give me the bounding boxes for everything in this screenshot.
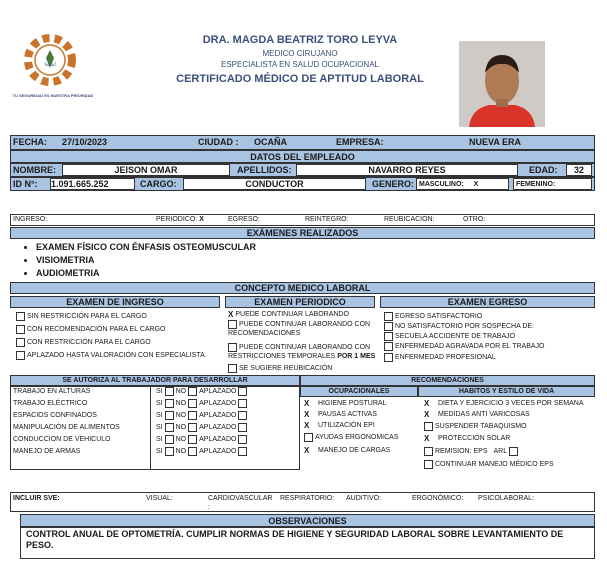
doctor-title: MEDICO CIRUJANO [262, 49, 338, 58]
periodico-option[interactable] [226, 320, 370, 329]
authorize-item-label: ESPACIOS CONFINADOS [13, 412, 97, 419]
authorize-si-label: SI [156, 448, 163, 455]
authorize-no-label: NO [175, 400, 187, 407]
option-label: APLAZADO HASTA VALORACIÓN CON ESPECIALISTA [27, 352, 205, 359]
checkbox[interactable] [228, 320, 237, 329]
masculino-label: MASCULINO: [419, 181, 464, 188]
tipo-egreso: EGRESO: [228, 216, 260, 223]
x-mark: X [304, 410, 310, 419]
ingreso-option[interactable] [14, 325, 165, 334]
exams-list [16, 241, 416, 280]
periodico-exam-title: EXAMEN PERIODICO [225, 296, 375, 308]
edad-value: 32 [566, 164, 592, 176]
periodico-option[interactable] [226, 364, 332, 373]
exam-item: • EXAMEN FÍSICO CON ÉNFASIS OSTEOMUSCULAR [36, 241, 416, 254]
authorize-si-label: SI [156, 436, 163, 443]
sve-label: INCLUIR SVE: [13, 495, 60, 502]
fecha-value: 27/10/2023 [62, 137, 108, 147]
authorize-si-checkbox[interactable] [165, 423, 174, 432]
authorize-no-checkbox[interactable] [188, 387, 197, 396]
checkbox[interactable] [384, 312, 393, 321]
authorize-options [156, 399, 249, 408]
doctor-specialty: ESPECIALISTA EN SALUD OCUPACIONAL [221, 60, 379, 69]
authorize-no-checkbox[interactable] [188, 447, 197, 456]
option-label: PAUSAS ACTIVAS [318, 411, 377, 418]
exams-title: EXÁMENES REALIZADOS [10, 227, 595, 239]
option-label: UTILIZACIÓN EPI [318, 422, 375, 429]
tipo-ingreso: INGRESO: [13, 216, 48, 223]
authorize-no-label: NO [175, 448, 187, 455]
periodico-option-cont [228, 353, 375, 360]
habito-item[interactable] [424, 410, 530, 419]
ciudad-value: OCAÑA [254, 137, 287, 147]
egreso-option[interactable] [382, 353, 496, 362]
authorize-si-checkbox[interactable] [165, 411, 174, 420]
apellidos-label: APELLIDOS: [237, 165, 292, 175]
continuar-item[interactable] [422, 460, 554, 469]
option-label: RESTRICCIONES TEMPORALES [228, 353, 336, 360]
authorize-options [156, 435, 249, 444]
checkbox[interactable] [16, 312, 25, 321]
authorize-si-label: SI [156, 424, 163, 431]
habito-item[interactable] [422, 422, 527, 431]
authorize-aplazado-checkbox[interactable] [238, 435, 247, 444]
authorize-aplazado-label: APLAZADO [199, 448, 237, 455]
authorize-options [156, 447, 249, 456]
periodico-option[interactable] [226, 343, 370, 352]
authorize-options [156, 423, 249, 432]
authorize-item-label: CONDUCCION DE VEHICULO [13, 436, 111, 443]
authorize-title: SE AUTORIZA AL TRABAJADOR PARA DESARROLLAR [10, 375, 300, 386]
checkbox[interactable] [16, 338, 25, 347]
checkbox[interactable] [424, 460, 433, 469]
option-label: SE SUGIERE REUBICACIÓN [239, 365, 333, 372]
authorize-aplazado-label: APLAZADO [199, 436, 237, 443]
egreso-option[interactable] [382, 312, 482, 321]
option-label: ENFERMEDAD AGRAVADA POR EL TRABAJO [395, 343, 545, 350]
option-label: HIGIENE POSTURAL [318, 400, 387, 407]
exam-item: • AUDIOMETRIA [36, 267, 416, 280]
x-mark: X [228, 310, 234, 319]
authorize-no-label: NO [175, 436, 187, 443]
authorize-options [156, 411, 249, 420]
ingreso-option[interactable] [14, 351, 205, 360]
sve-visual: VISUAL: [146, 495, 173, 502]
authorize-divider [150, 386, 151, 470]
authorize-aplazado-label: APLAZADO [199, 424, 237, 431]
tipo-periodico [156, 216, 204, 223]
checkbox[interactable] [424, 422, 433, 431]
masculino-mark: X [473, 181, 479, 188]
option-label: CON RESTRICCIÓN PARA EL CARGO [27, 339, 151, 346]
option-label: MANEJO DE CARGAS [318, 447, 391, 454]
sve-cardio-colon: : [208, 504, 210, 511]
sve-cardio-label: CARDIOVASCULAR [208, 495, 273, 502]
checkbox[interactable] [424, 447, 433, 456]
option-label: MEDIDAS ANTI VARICOSAS [438, 411, 530, 418]
ocup-item[interactable] [304, 410, 377, 419]
cargo-label: CARGO: [140, 179, 177, 189]
checkbox[interactable] [384, 353, 393, 362]
checkbox[interactable] [16, 351, 25, 360]
ingreso-exam-title: EXAMEN DE INGRESO [10, 296, 220, 308]
femenino-label: FEMENINO: [516, 181, 556, 188]
x-mark: X [304, 421, 310, 430]
authorize-si-checkbox[interactable] [165, 435, 174, 444]
masculino-field [416, 178, 509, 190]
checkbox[interactable] [16, 325, 25, 334]
option-label: SUSPENDER TABAQUISMO [435, 423, 527, 430]
authorize-si-checkbox[interactable] [165, 387, 174, 396]
option-label: NO SATISFACTORIO POR SOSPECHA DE: [395, 323, 534, 330]
id-label: ID N°: [13, 179, 38, 189]
concept-title: CONCEPTO MEDICO LABORAL [10, 282, 595, 294]
authorize-si-label: SI [156, 400, 163, 407]
authorize-item-label: MANEJO DE ARMAS [13, 448, 81, 455]
checkbox[interactable] [384, 332, 393, 341]
nombre-value: JEISON OMAR [62, 164, 230, 176]
option-label: CON RECOMENDACIÓN PARA EL CARGO [27, 326, 166, 333]
remision-item[interactable] [422, 447, 520, 456]
femenino-field [513, 178, 592, 190]
authorize-options [156, 387, 249, 396]
employee-photo [459, 41, 545, 127]
option-label: ENFERMEDAD PROFESIONAL [395, 354, 496, 361]
ingreso-option[interactable] [14, 312, 147, 321]
tipo-reintegro: REINTEGRO: [305, 216, 349, 223]
ocup-item[interactable] [304, 421, 375, 430]
option-label: RECOMENDACIONES [228, 330, 301, 337]
arl-label: ARL [493, 448, 508, 455]
x-mark: X [424, 410, 430, 419]
authorize-no-label: NO [175, 424, 187, 431]
observations-text: CONTROL ANUAL DE OPTOMETRÍA. CUMPLIR NORMAS DE HIGIENE Y SEGURIDAD LABORAL SOBRE LEVANTAMIENTO DE PESO. [26, 529, 564, 550]
fecha-label: FECHA: [13, 137, 47, 147]
authorize-si-checkbox[interactable] [165, 399, 174, 408]
checkbox[interactable] [384, 342, 393, 351]
tipo-periodico-mark: X [199, 216, 204, 223]
tipo-reubicacion: REUBICACIÓN: [384, 216, 435, 223]
edad-label: EDAD: [529, 165, 558, 175]
egreso-option[interactable] [382, 322, 534, 331]
sve-cardio [208, 494, 272, 512]
svg-text:Salud: Salud [44, 63, 56, 68]
sve-ergonomico: ERGONÓMICO: [412, 495, 464, 502]
habito-item[interactable] [424, 434, 510, 443]
ocupacionales-title: OCUPACIONALES [300, 386, 418, 397]
x-mark: X [304, 399, 310, 408]
sve-psicolaboral: PSICOLABORAL: [478, 495, 535, 502]
authorize-aplazado-label: APLAZADO [199, 400, 237, 407]
tipo-otro: OTRO: [463, 216, 486, 223]
authorize-aplazado-checkbox[interactable] [238, 387, 247, 396]
egreso-option[interactable] [382, 342, 545, 351]
genero-label: GENERO: [372, 179, 415, 189]
cargo-value: CONDUCTOR [183, 178, 366, 190]
authorize-aplazado-checkbox[interactable] [238, 399, 247, 408]
egreso-option[interactable] [382, 332, 515, 341]
sve-auditivo: AUDITIVO: [346, 495, 382, 502]
authorize-no-checkbox[interactable] [188, 399, 197, 408]
authorize-no-label: NO [175, 412, 187, 419]
checkbox[interactable] [228, 343, 237, 352]
authorize-item-label: TRABAJO EN ALTURAS [13, 388, 91, 395]
employee-section-title: DATOS DEL EMPLEADO [10, 150, 595, 163]
option-label: PUEDE CONTINUAR LABORANDO CON [239, 344, 371, 351]
periodico-option[interactable] [228, 310, 349, 319]
doctor-name: DRA. MAGDA BEATRIZ TORO LEYVA [202, 34, 398, 46]
authorize-aplazado-label: APLAZADO [199, 412, 237, 419]
option-label: PROTECCIÓN SOLAR [438, 435, 511, 442]
authorize-si-label: SI [156, 412, 163, 419]
id-value: 1.091.665.252 [50, 178, 135, 190]
sve-respiratorio: RESPIRATORIO: [280, 495, 335, 502]
habitos-title: HABITOS Y ESTILO DE VIDA [418, 386, 595, 397]
authorize-no-checkbox[interactable] [188, 423, 197, 432]
x-mark: X [304, 446, 310, 455]
authorize-no-label: NO [175, 388, 187, 395]
ocup-item[interactable] [304, 446, 390, 455]
recommendations-title: RECOMENDACIONES [300, 375, 595, 386]
egreso-exam-title: EXAMEN EGRESO [380, 296, 595, 308]
authorize-aplazado-checkbox[interactable] [238, 447, 247, 456]
nombre-label: NOMBRE: [13, 165, 56, 175]
tipo-periodico-label: PERIODICO: [156, 216, 198, 223]
option-label: EGRESO SATISFACTORIO [395, 313, 483, 320]
option-label: REMISION: EPS [435, 448, 488, 455]
authorize-no-checkbox[interactable] [188, 411, 197, 420]
option-label: PUEDE CONTINUAR LABORANDO CON [239, 321, 371, 328]
option-label: PUEDE CONTINUAR LABORANDO [235, 311, 349, 318]
authorize-si-checkbox[interactable] [165, 447, 174, 456]
ingreso-option[interactable] [14, 338, 151, 347]
company-logo [10, 22, 90, 102]
option-label: DIETA Y EJERCICIO 3 VECES POR SEMANA [438, 400, 584, 407]
option-label: SIN RESTRICCIÓN PARA EL CARGO [27, 313, 147, 320]
option-label: AYUDAS ERGONOMICAS [315, 434, 399, 441]
option-duration: POR 1 MES [337, 353, 376, 360]
checkbox[interactable] [384, 322, 393, 331]
authorize-si-label: SI [156, 388, 163, 395]
checkbox[interactable] [509, 447, 518, 456]
apellidos-value: NAVARRO REYES [296, 164, 518, 176]
certificate-title: CERTIFICADO MÉDICO DE APTITUD LABORAL [176, 73, 424, 85]
empresa-label: EMPRESA: [336, 137, 384, 147]
ocup-item[interactable] [304, 399, 386, 408]
logo-slogan: TU SEGURIDAD ES NUESTRA PRIORIDAD [12, 93, 94, 98]
checkbox[interactable] [228, 364, 237, 373]
option-label: CONTINUAR MANEJO MÉDICO EPS [435, 461, 554, 468]
authorize-aplazado-label: APLAZADO [199, 388, 237, 395]
exam-type-row [10, 214, 595, 226]
ciudad-label: CIUDAD : [198, 137, 239, 147]
ocup-item[interactable] [302, 433, 399, 442]
authorize-aplazado-checkbox[interactable] [238, 423, 247, 432]
observations-title: OBSERVACIONES [20, 514, 595, 527]
authorize-item-label: MANIPULACIÓN DE ALIMENTOS [13, 424, 120, 431]
exam-item: • VISIOMETRIA [36, 254, 416, 267]
x-mark: X [424, 399, 430, 408]
authorize-aplazado-checkbox[interactable] [238, 411, 247, 420]
x-mark: X [424, 434, 430, 443]
option-label: SECUELA ACCIDENTE DE TRABAJO [395, 333, 516, 340]
checkbox[interactable] [304, 433, 313, 442]
habito-item[interactable] [424, 399, 584, 408]
authorize-no-checkbox[interactable] [188, 435, 197, 444]
periodico-option-cont [228, 330, 300, 337]
empresa-value: NUEVA ERA [468, 137, 521, 147]
authorize-item-label: TRABAJO ELÉCTRICO [13, 400, 88, 407]
